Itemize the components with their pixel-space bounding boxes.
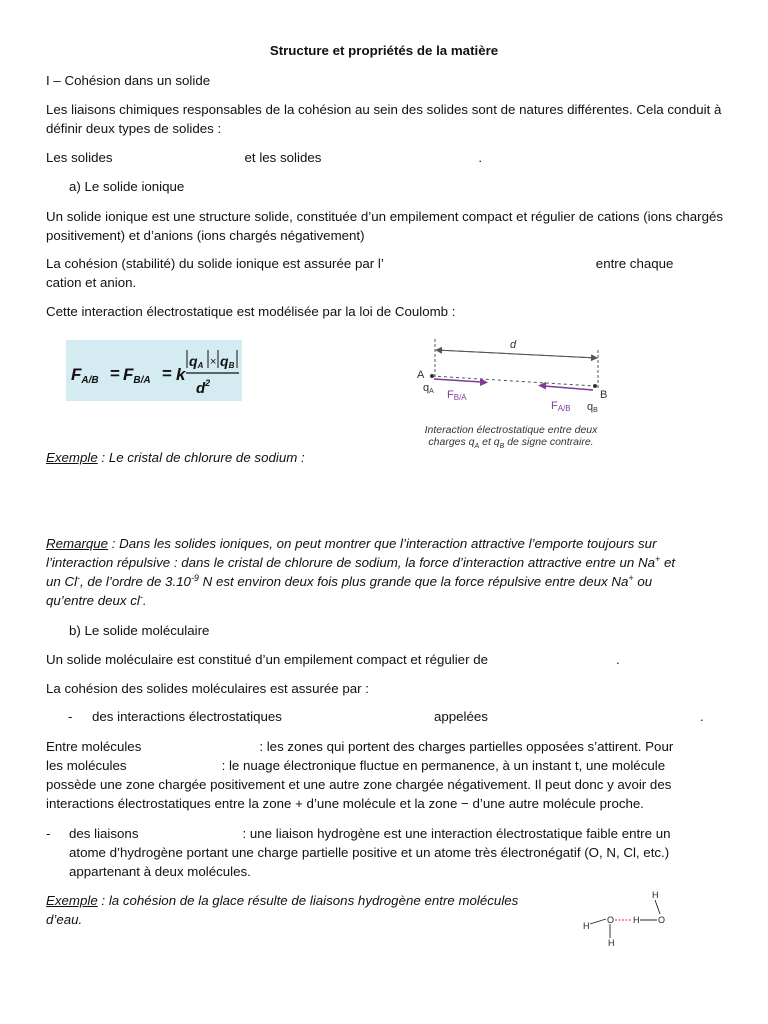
formula-eq1: = [110, 364, 120, 383]
formula-qa: qA [189, 353, 204, 370]
cohesion-c: cation et anion. [46, 275, 137, 290]
formula-eq2: = [162, 364, 172, 383]
ionic-definition: Un solide ionique est une structure solide, constituée d’un empilement compact et régulier de cations (ions chargés positivement) et d’anions (ions chargés négativement) [46, 209, 724, 243]
charge-qa: qA [423, 382, 434, 395]
ionic-cohesion [46, 254, 726, 292]
force-ba-label: FB/A [447, 389, 467, 402]
caption-line2: charges $q_A$ et $q_B$ de signe contraire. [428, 436, 594, 451]
water-h-bottom: H [608, 938, 615, 948]
bullet-hydrogen: - des liaisons : une liaison hydrogène est une interaction électrostatique faible entre un atome d’hydrogène portant une charge partielle positive et un atome très électronégatif (O, N, Cl, etc.) appartenant à deux molécules. [46, 826, 671, 879]
cohesion-b: entre chaque [595, 256, 674, 271]
formula-qb: qB [220, 353, 235, 370]
water-h-left: H [583, 921, 590, 931]
charge-qb: qB [587, 401, 598, 414]
two-types-line [46, 148, 726, 167]
formula-times: × [210, 356, 217, 368]
water-o-right: O [658, 915, 666, 925]
two-types-b: et les solides [244, 150, 322, 165]
page-title: Structure et propriétés de la matière [269, 43, 499, 58]
coulomb-intro: Cette interaction électrostatique est modélisée par la loi de Coulomb : [46, 304, 456, 319]
distance-label: d [510, 339, 517, 351]
hydrogen-bond-diagram [578, 886, 674, 952]
section-heading: I – Cohésion dans un solide [46, 73, 211, 88]
water-o-left: O [607, 915, 615, 925]
intro-paragraph: Les liaisons chimiques responsables de la cohésion au sein des solides sont de natures différentes. Cela conduit à définir deux types de solides : [46, 102, 722, 136]
coulomb-formula [66, 340, 242, 401]
coulomb-formula-svg [66, 340, 242, 401]
dash-bullet-2: - [46, 826, 51, 841]
molecular-definition: Un solide moléculaire est constitué d’un empilement compact et régulier de . [46, 652, 620, 667]
example2-label: Exemple [46, 893, 98, 908]
formula-fba: FB/A [123, 365, 151, 386]
example-ice: Exemple : la cohésion de la glace résulte de liaisons hydrogène entre molécules d’eau. [46, 893, 519, 927]
example-label: Exemple [46, 450, 98, 465]
example-nacl: Exemple : Le cristal de chlorure de sodium : [46, 450, 305, 465]
formula-k: k [176, 365, 186, 384]
molecular-cohesion: La cohésion des solides moléculaires est assurée par : [46, 681, 369, 696]
dash-bullet: - [68, 709, 73, 724]
molecules-paragraph: Entre molécules : les zones qui portent des charges partielles opposées s’attirent. Pour les molécules : le nuage électronique fluctue en permanence, à un instant t, une molécule possède une zone chargée positivement et une autre zone chargée négativement. Il peut donc y avoir des interactions électrostatiques entre la zone + d’une molécule et la zone − d’une autre molécule proche. [46, 739, 674, 811]
force-ab-label: FA/B [551, 400, 571, 413]
formula-fab: FA/B [71, 365, 99, 386]
two-types-a: Les solides [46, 150, 113, 165]
subheading-molecular: b) Le solide moléculaire [69, 623, 210, 638]
point-b-label: B [600, 389, 608, 401]
remark-label: Remarque [46, 536, 109, 551]
water-h-mid: H [633, 915, 640, 925]
formula-d: $d^2$ [196, 378, 211, 397]
subheading-ionic: a) Le solide ionique [69, 179, 185, 194]
cohesion-a: La cohésion (stabilité) du solide ionique est assurée par l’ [46, 256, 384, 271]
caption-line1: Interaction électrostatique entre deux [424, 424, 598, 436]
remark-paragraph: Remarque : Dans les solides ioniques, on peut montrer que l’interaction attractive l’emporte toujours sur l’interaction répulsive : dans le cristal de chlorure de sodium, la force d’interaction attractive entre un Na+ et un Cl-, de l’ordre de $3.10^{-9}$ N est environ deux fois plus grande que la force répulsive entre deux Na+ ou qu’entre deux cl-. [46, 536, 676, 608]
point-a-label: A [417, 369, 425, 381]
water-h-top: H [652, 890, 659, 900]
coulomb-diagram [410, 330, 620, 420]
two-types-end: . [478, 150, 483, 165]
